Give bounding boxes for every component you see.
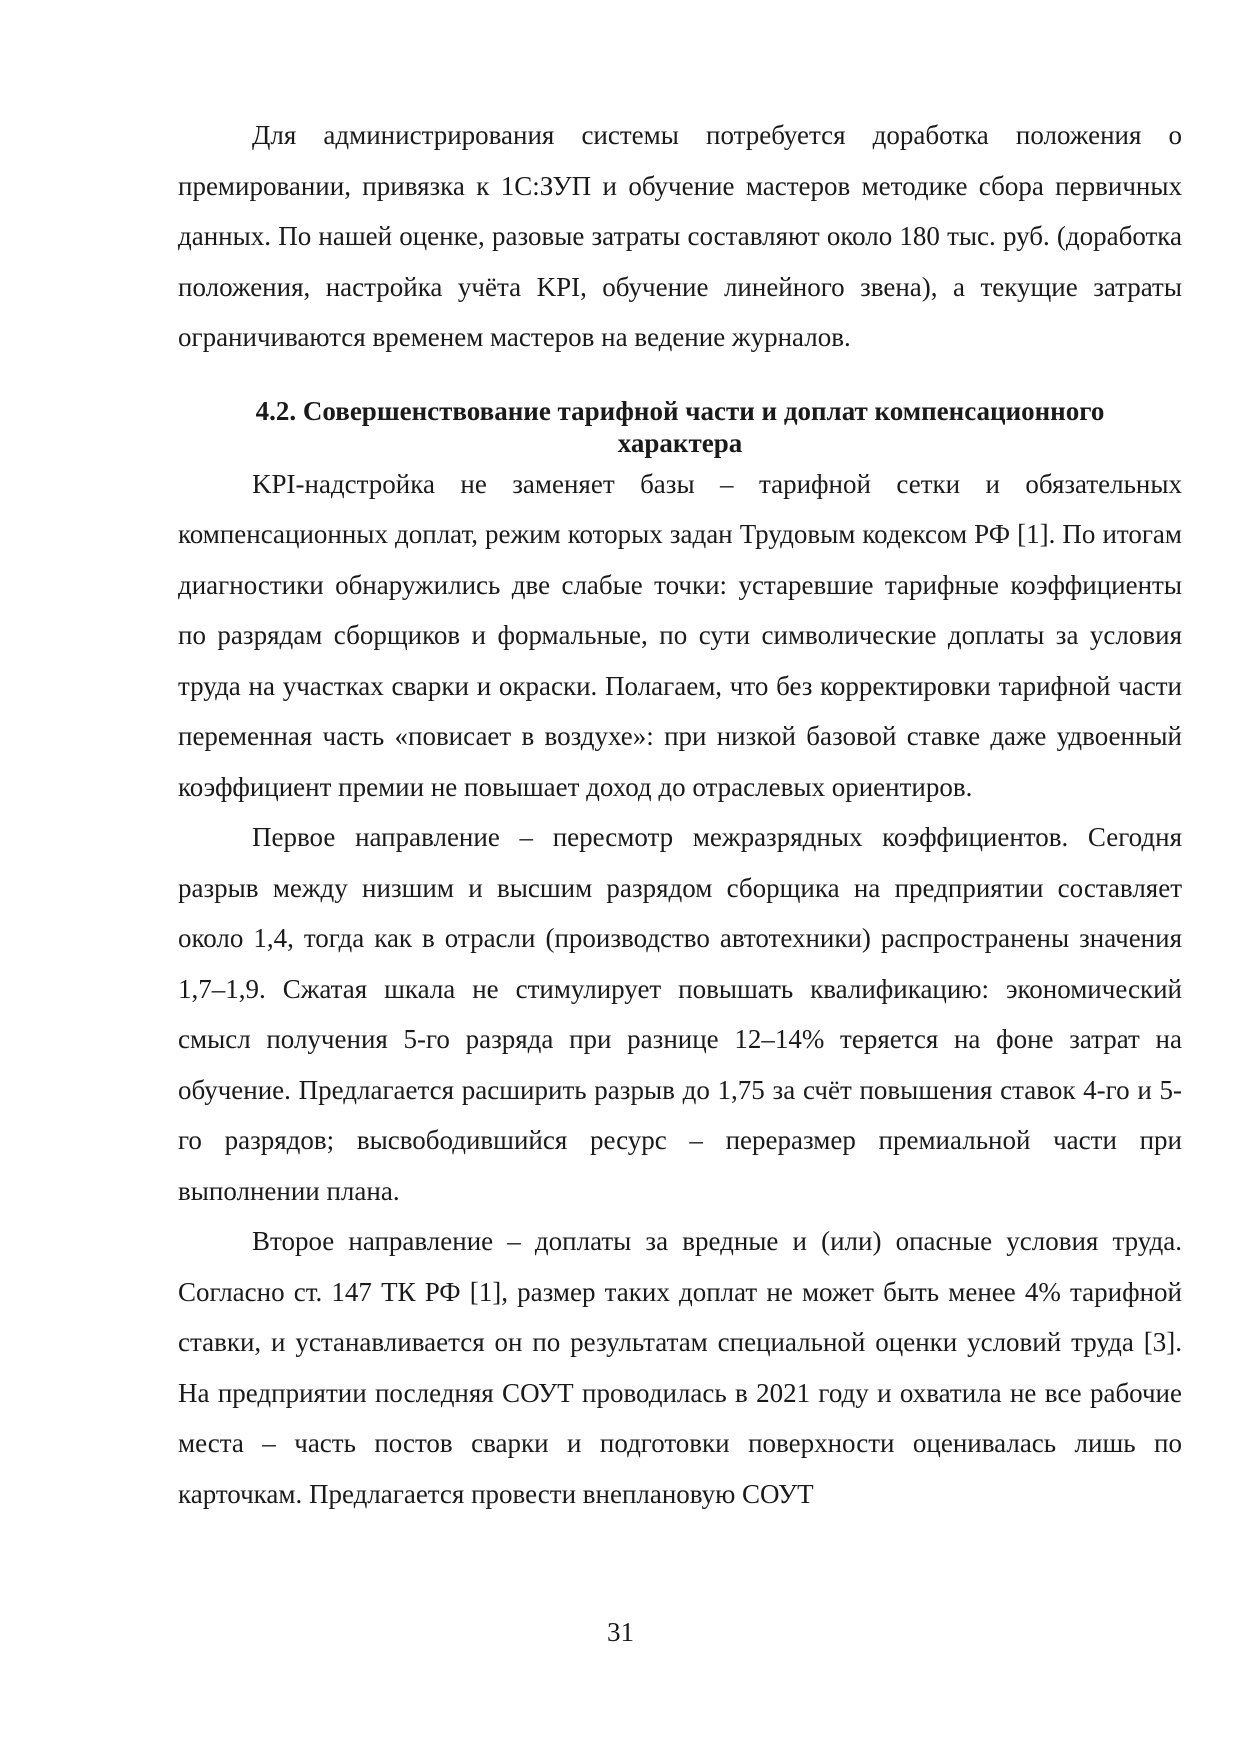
body-paragraph: Первое направление – пересмотр межразрядных коэффициентов. Сегодня разрыв между низшим и высшим разрядом сборщика на предприятии составляет около 1,4, тогда как в отрасли (производство автотехники) распространены значения 1,7–1,9. Сжатая шкала не стимулирует повышать квалификацию: экономический смысл получения 5-го разряда при разнице 12–14% теряется на фоне затрат на обучение. Предлагается расширить разрыв до 1,75 за счёт повышения ставок 4-го и 5-го разрядов; высвободившийся ресурс – переразмер премиальной части при выполнении плана. xyxy=(178,822,1182,1206)
page-number: 31 xyxy=(607,1617,634,1647)
document-page xyxy=(178,110,1182,1519)
body-paragraph: Второе направление – доплаты за вредные и (или) опасные условия труда. Согласно ст. 147 ТК РФ [1], размер таких доплат не может быть менее 4% тарифной ставки, и устанавливается он по результатам специальной оценки условий труда [3]. На предприятии последняя СОУТ проводилась в 2021 году и охватила не все рабочие места – часть постов сварки и подготовки поверхности оценивалась лишь по карточкам. Предлагается провести внеплановую СОУТ xyxy=(178,1226,1182,1509)
body-paragraph: Для администрирования системы потребуется доработка положения о премировании, привязка к 1С:ЗУП и обучение мастеров методике сбора первичных данных. По нашей оценке, разовые затраты составляют около 180 тыс. руб. (доработка положения, настройка учёта KPI, обучение линейного звена), а текущие затраты ограничиваются временем мастеров на ведение журналов. xyxy=(178,120,1182,352)
body-paragraph: KPI-надстройка не заменяет базы – тарифной сетки и обязательных компенсационных доплат, режим которых задан Трудовым кодексом РФ [1]. По итогам диагностики обнаружились две слабые точки: устаревшие тарифные коэффициенты по разрядам сборщиков и формальные, по сути символические доплаты за условия труда на участках сварки и окраски. Полагаем, что без корректировки тарифной части переменная часть «повисает в воздухе»: при низкой базовой ставке даже удвоенный коэффициент премии не повышает доход до отраслевых ориентиров. xyxy=(178,468,1182,802)
section-heading: 4.2. Совершенствование тарифной части и доплат компенсационного характера xyxy=(255,395,1105,458)
